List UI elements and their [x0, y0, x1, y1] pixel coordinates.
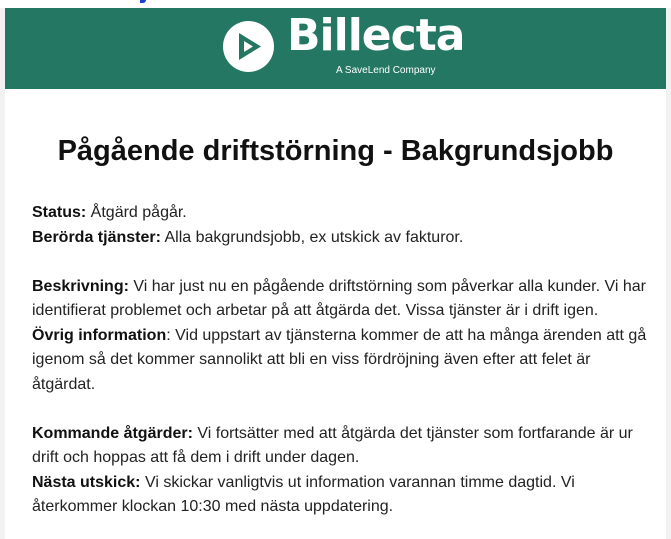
paragraph-spacer: [32, 397, 647, 422]
page-title: Pågående driftstörning - Bakgrundsjobb: [57, 135, 614, 167]
upcoming-paragraph: [32, 422, 647, 520]
email-header: [5, 8, 666, 89]
other-info-label: Övrig information: [32, 326, 167, 344]
services-value: Alla bakgrundsjobb, ex utskick av fakturor.: [160, 228, 464, 246]
paragraph-spacer: [32, 250, 647, 275]
window-top-strip: [0, 0, 671, 8]
upcoming-value: Vi fortsätter med att åtgärda det tjänster som fortfarande är ur drift och hoppas att få dem i drift under dagen.: [32, 424, 633, 466]
services-line: [32, 226, 647, 251]
brand-name: Billecta: [287, 10, 465, 61]
description-paragraph: [32, 275, 647, 398]
upcoming-label: Kommande åtgärder:: [32, 424, 193, 442]
billecta-logo[interactable]: [223, 10, 465, 79]
status-value: Åtgärd pågår.: [86, 204, 187, 221]
status-label: Status:: [32, 204, 87, 221]
next-value: Vi skickar vanligtvis ut information varannan timme dagtid. Vi återkommer klockan 10:30 med nästa uppdatering.: [32, 473, 575, 515]
brand-tagline: A SaveLend Company: [336, 65, 436, 76]
description-label: Beskrivning:: [32, 277, 129, 295]
message-body: [32, 201, 647, 520]
description-value: Vi har just nu en pågående driftstörning som påverkar alla kunder. Vi har identifierat problemet och arbetar på att åtgärda det. Vissa tjänster är i drift igen.: [32, 277, 646, 319]
next-label: Nästa utskick:: [32, 473, 141, 491]
status-line: [32, 201, 647, 226]
other-info-value: : Vid uppstart av tjänsterna kommer de att ha många ärenden att gå igenom så det kommer sannolikt att bli en viss fördröjning även efter att felet är åtgärdat.: [32, 326, 647, 393]
cursor-mark: [140, 0, 146, 3]
play-triangle-icon: [223, 21, 274, 72]
services-label: Berörda tjänster:: [32, 228, 161, 246]
email-card: [5, 8, 666, 539]
